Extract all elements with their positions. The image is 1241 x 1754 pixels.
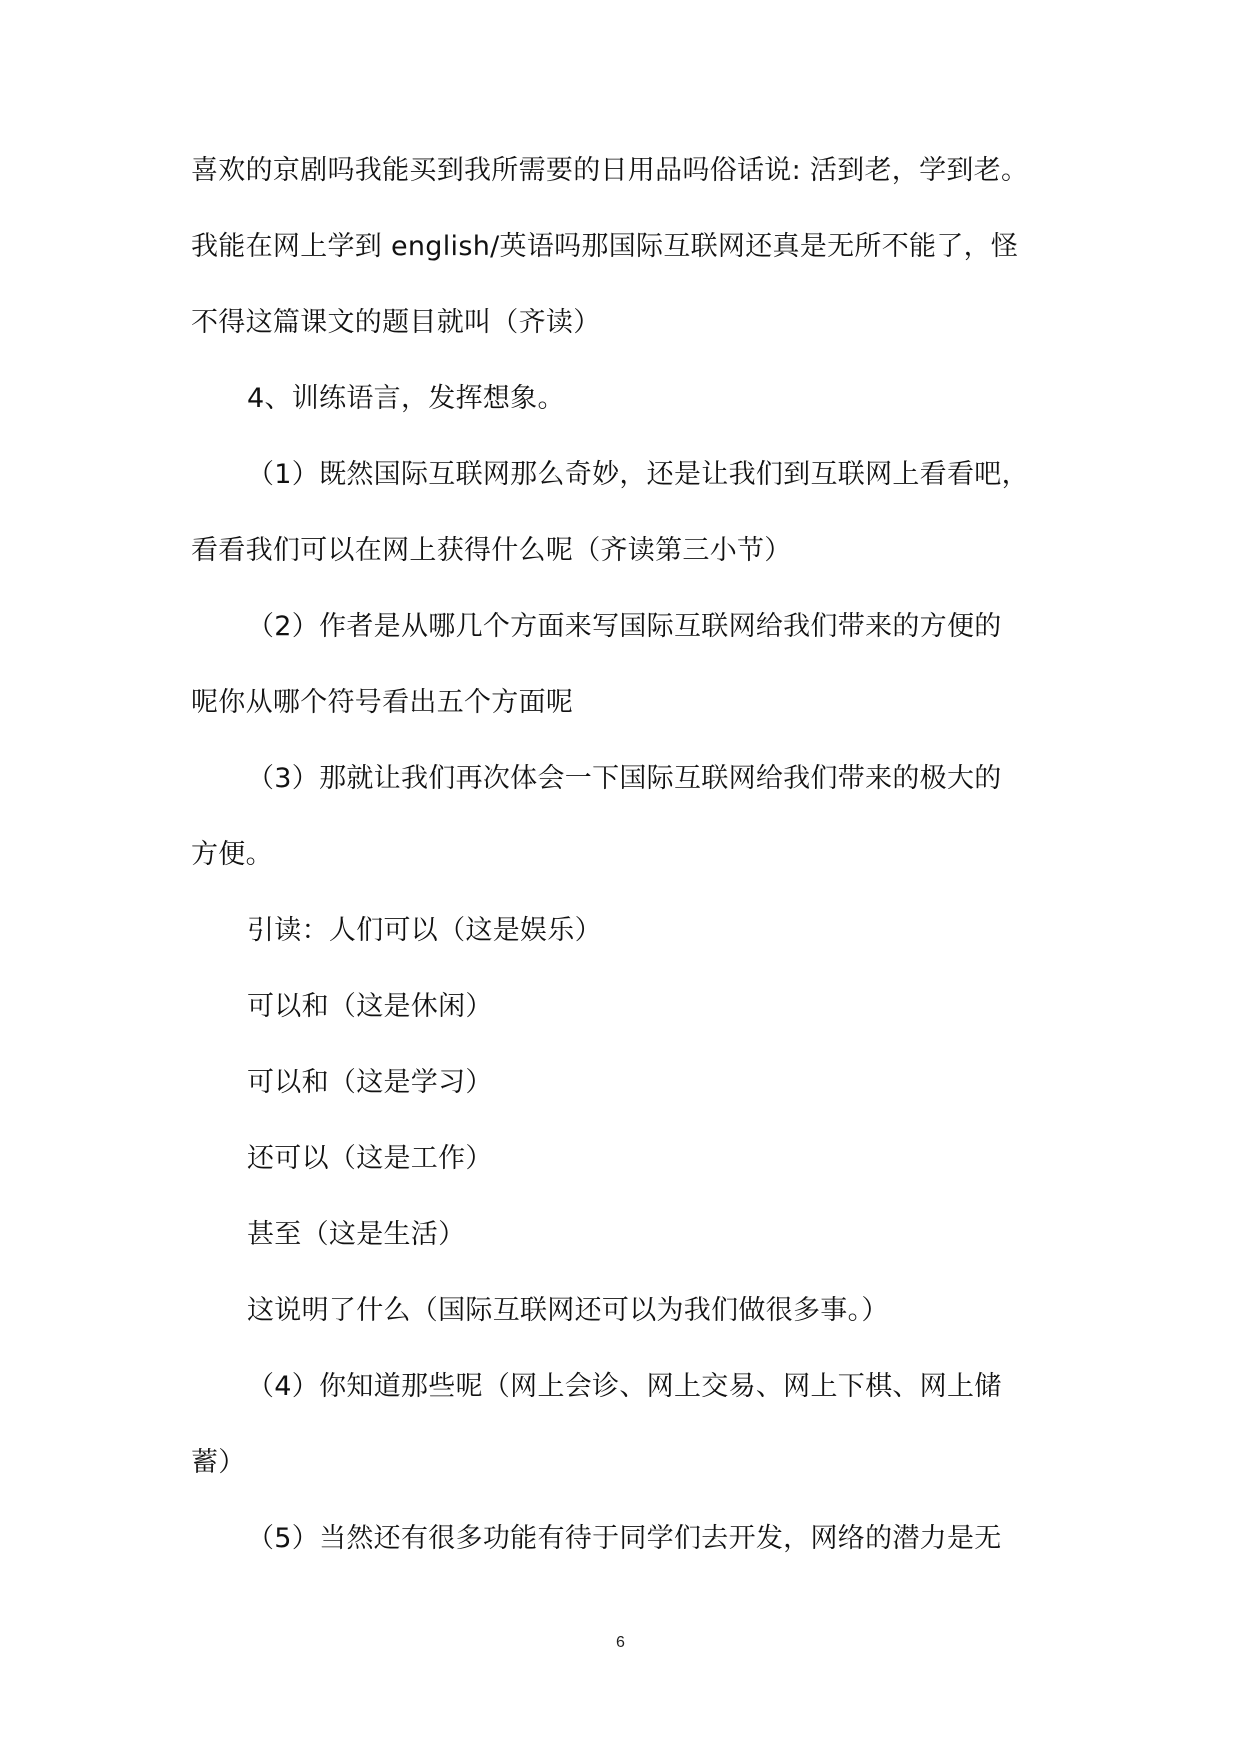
text-line: 我能在网上学到 english/英语吗那国际互联网还真是无所不能了，怪: [191, 231, 1019, 262]
text-line: 看看我们可以在网上获得什么呢（齐读第三小节）: [191, 535, 792, 566]
text-line: （2）作者是从哪几个方面来写国际互联网给我们带来的方便的: [247, 611, 1002, 642]
text-line: （5）当然还有很多功能有待于同学们去开发，网络的潜力是无: [247, 1523, 1002, 1554]
text-line: （4）你知道那些呢（网上会诊、网上交易、网上下棋、网上储: [247, 1371, 1002, 1402]
text-line: 引读：人们可以（这是娱乐）: [247, 915, 602, 946]
text-line: （1）既然国际互联网那么奇妙，还是让我们到互联网上看看吧，: [247, 459, 1029, 490]
text-line: （3）那就让我们再次体会一下国际互联网给我们带来的极大的: [247, 763, 1002, 794]
text-line: 甚至（这是生活）: [247, 1219, 466, 1250]
document-body: [191, 133, 1061, 1577]
text-line: 不得这篇课文的题目就叫（齐读）: [191, 307, 601, 338]
text-line: 这说明了什么（国际互联网还可以为我们做很多事。）: [247, 1295, 889, 1326]
text-line: 可以和（这是学习）: [247, 1067, 493, 1098]
text-line: 方便。: [191, 839, 273, 870]
text-line: 喜欢的京剧吗我能买到我所需要的日用品吗俗话说: 活到老，学到老。: [191, 155, 1029, 186]
text-line: 可以和（这是休闲）: [247, 991, 493, 1022]
page-number: 6: [616, 1634, 625, 1651]
text-line: 蓄）: [191, 1447, 246, 1478]
section-heading: 4、训练语言，发挥想象。: [247, 383, 565, 414]
text-line: 还可以（这是工作）: [247, 1143, 493, 1174]
text-line: 呢你从哪个符号看出五个方面呢: [191, 687, 574, 718]
